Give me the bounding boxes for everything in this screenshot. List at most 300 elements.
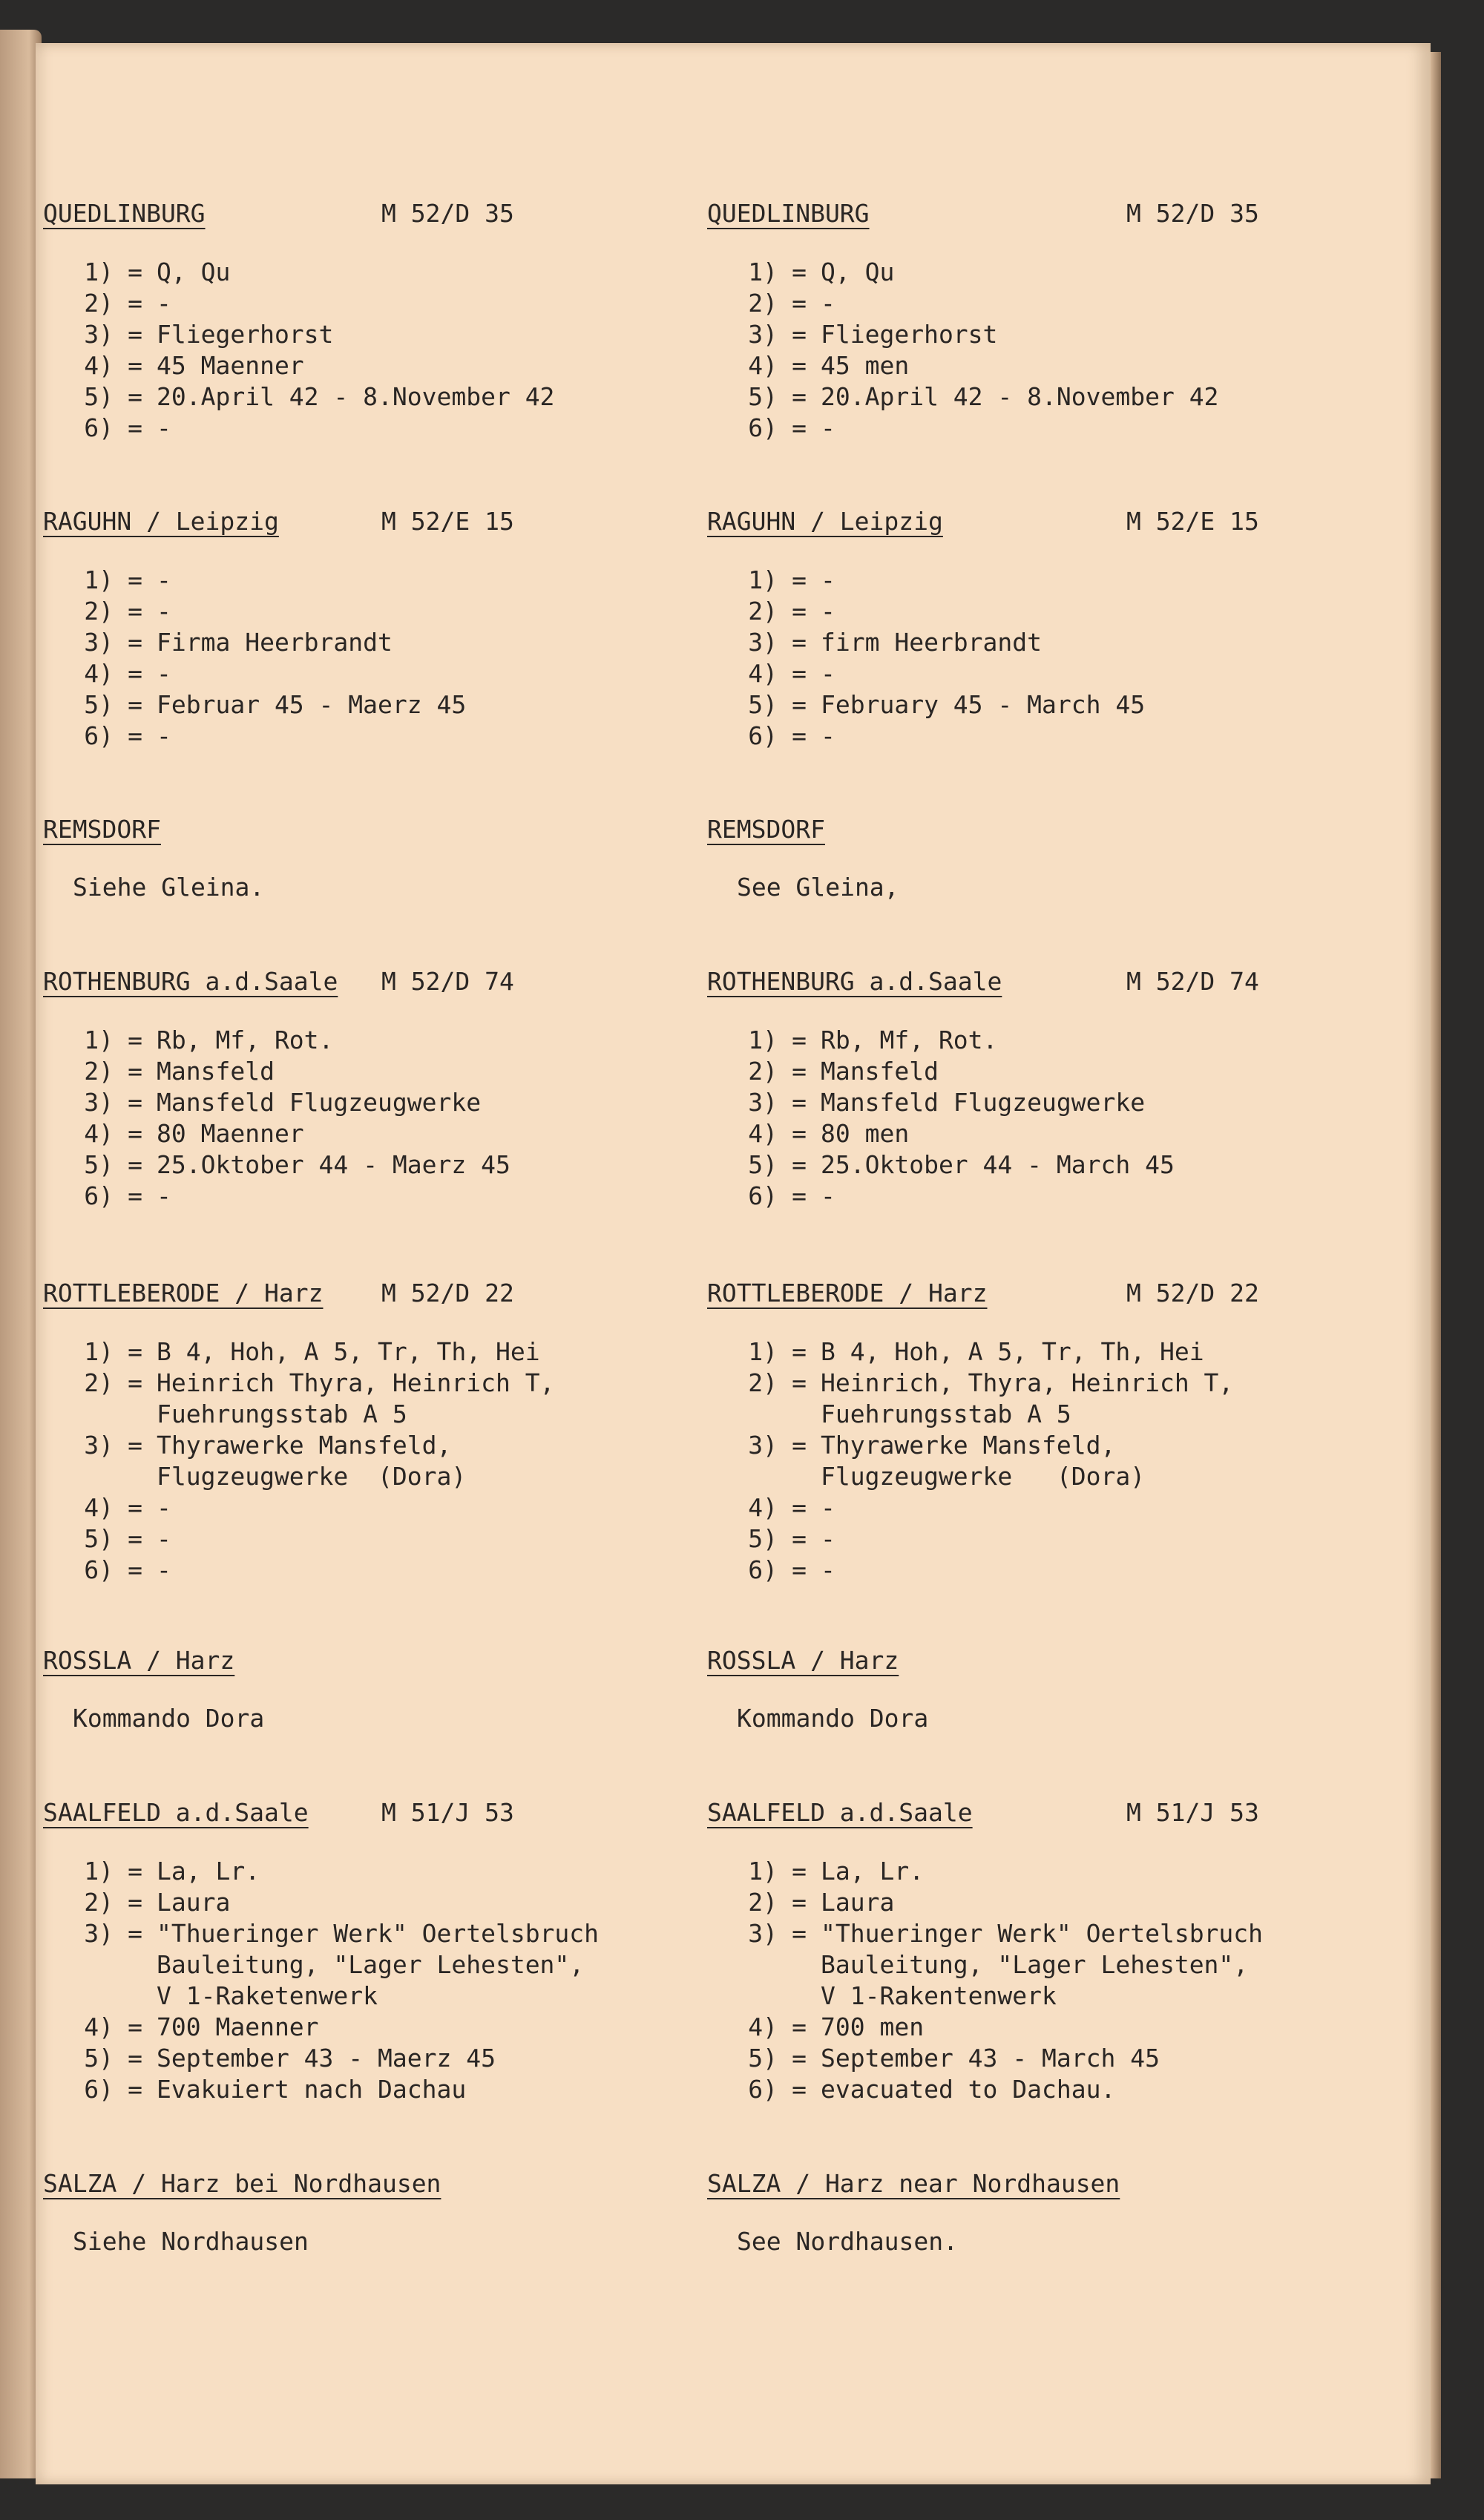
- field-number: 1): [84, 1857, 114, 1886]
- field-value: Evakuiert nach Dachau: [157, 2075, 467, 2104]
- equals-sign: =: [792, 1524, 807, 1553]
- equals-sign: =: [792, 289, 807, 318]
- map-reference: M 52/D 35: [381, 199, 514, 228]
- place-name: RAGUHN / Leipzig: [43, 507, 279, 536]
- equals-sign: =: [128, 2012, 142, 2041]
- entry-heading: [700, 507, 1368, 544]
- field-line: [58, 1949, 599, 1981]
- field-line: [58, 1149, 510, 1181]
- field-number: 5): [748, 382, 778, 411]
- field-value: Laura: [157, 1888, 231, 1917]
- entry-note: Kommando Dora: [73, 1704, 265, 1733]
- equals-sign: =: [792, 1057, 807, 1086]
- equals-sign: =: [792, 1888, 807, 1917]
- page-stack-edge: [1431, 52, 1441, 2478]
- field-line: [58, 1430, 554, 1461]
- field-value: Fuehrungsstab A 5: [157, 1400, 407, 1428]
- field-line: [722, 1399, 1233, 1430]
- field-number: 1): [748, 257, 778, 286]
- equals-sign: =: [792, 1368, 807, 1397]
- equals-sign: =: [128, 690, 142, 719]
- entry-heading: [36, 967, 703, 1004]
- field-line: [58, 1523, 554, 1555]
- field-line: [58, 1399, 554, 1430]
- entry-fields: [58, 1336, 554, 1586]
- equals-sign: [114, 1461, 157, 1492]
- field-number: 2): [748, 597, 778, 626]
- field-number: 1): [84, 257, 114, 286]
- equals-sign: =: [128, 597, 142, 626]
- camp-entry: [36, 1646, 703, 1733]
- camp-entry: [700, 815, 1368, 902]
- field-line: [58, 1887, 599, 1918]
- field-value: 20.April 42 - 8.November 42: [157, 382, 555, 411]
- entry-heading: [700, 199, 1368, 236]
- field-number: [722, 1981, 778, 2012]
- camp-entry: [36, 1279, 703, 1584]
- field-number: 3): [748, 628, 778, 657]
- field-value: "Thueringer Werk" Oertelsbruch: [821, 1919, 1264, 1948]
- entry-heading: [36, 1279, 703, 1316]
- field-number: 4): [748, 1119, 778, 1148]
- field-number: 6): [748, 1181, 778, 1210]
- equals-sign: =: [128, 257, 142, 286]
- equals-sign: =: [128, 1181, 142, 1210]
- equals-sign: =: [128, 2075, 142, 2104]
- field-value: Mansfeld: [821, 1057, 939, 1086]
- equals-sign: =: [792, 1919, 807, 1948]
- field-value: -: [157, 413, 171, 442]
- field-number: 6): [84, 1181, 114, 1210]
- camp-entry: [700, 1279, 1368, 1584]
- field-line: [722, 1430, 1233, 1461]
- field-number: 5): [748, 690, 778, 719]
- field-value: -: [157, 289, 171, 318]
- entry-fields: [58, 565, 466, 752]
- field-value: Mansfeld: [157, 1057, 275, 1086]
- equals-sign: =: [128, 1493, 142, 1522]
- map-reference: M 52/E 15: [1126, 507, 1259, 536]
- field-value: firm Heerbrandt: [821, 628, 1043, 657]
- entry-note: See Gleina,: [737, 873, 899, 902]
- field-number: 6): [84, 413, 114, 442]
- equals-sign: =: [792, 2075, 807, 2104]
- field-line: [722, 1981, 1263, 2012]
- field-value: 25.Oktober 44 - March 45: [821, 1150, 1175, 1179]
- equals-sign: =: [792, 2044, 807, 2073]
- equals-sign: [778, 1981, 821, 2012]
- place-name: QUEDLINBURG: [43, 199, 206, 228]
- field-value: B 4, Hoh, A 5, Tr, Th, Hei: [157, 1337, 540, 1366]
- camp-entry: [700, 199, 1368, 442]
- field-line: [58, 1368, 554, 1399]
- entry-fields: [58, 1856, 599, 2105]
- field-number: 2): [84, 1888, 114, 1917]
- map-reference: M 51/J 53: [1126, 1798, 1259, 1827]
- field-number: 4): [84, 2012, 114, 2041]
- field-number: 2): [84, 1057, 114, 1086]
- field-value: B 4, Hoh, A 5, Tr, Th, Hei: [821, 1337, 1204, 1366]
- field-number: 6): [748, 721, 778, 750]
- field-number: 1): [84, 565, 114, 594]
- field-value: -: [157, 597, 171, 626]
- field-line: [722, 1087, 1175, 1118]
- field-line: [58, 689, 466, 721]
- field-line: [58, 1918, 599, 1949]
- field-line: [722, 288, 1218, 319]
- field-number: 2): [748, 1368, 778, 1397]
- field-number: 3): [84, 1088, 114, 1117]
- field-value: Bauleitung, "Lager Lehesten",: [821, 1950, 1249, 1979]
- entry-heading: [700, 967, 1368, 1004]
- camp-entry: [700, 1646, 1368, 1733]
- field-line: [722, 627, 1145, 658]
- field-line: [722, 319, 1218, 350]
- field-line: [722, 721, 1145, 752]
- field-line: [722, 1149, 1175, 1181]
- field-number: 2): [748, 1057, 778, 1086]
- field-line: [58, 1555, 554, 1586]
- field-number: [58, 1399, 114, 1430]
- camp-entry: [700, 967, 1368, 1210]
- field-number: 1): [748, 1026, 778, 1054]
- equals-sign: =: [128, 721, 142, 750]
- equals-sign: =: [792, 1150, 807, 1179]
- field-number: 2): [84, 1368, 114, 1397]
- field-value: 45 men: [821, 351, 910, 380]
- field-value: -: [157, 1493, 171, 1522]
- field-number: [722, 1949, 778, 1981]
- field-value: evacuated to Dachau.: [821, 2075, 1116, 2104]
- german-column: [36, 43, 703, 2484]
- field-value: Laura: [821, 1888, 895, 1917]
- field-line: [722, 1949, 1263, 1981]
- field-value: Bauleitung, "Lager Lehesten",: [157, 1950, 585, 1979]
- equals-sign: =: [792, 1181, 807, 1210]
- equals-sign: [778, 1949, 821, 1981]
- field-value: -: [821, 1181, 835, 1210]
- field-line: [722, 565, 1145, 596]
- field-line: [722, 257, 1218, 288]
- field-value: Februar 45 - Maerz 45: [157, 690, 467, 719]
- field-value: V 1-Raketenwerk: [157, 1981, 378, 2010]
- field-number: 4): [84, 1493, 114, 1522]
- equals-sign: =: [792, 1431, 807, 1460]
- equals-sign: =: [128, 1026, 142, 1054]
- field-line: [722, 1523, 1233, 1555]
- field-value: -: [821, 721, 835, 750]
- equals-sign: =: [792, 721, 807, 750]
- field-line: [58, 721, 466, 752]
- entry-heading: [36, 507, 703, 544]
- entry-heading: [36, 2169, 703, 2206]
- place-name: RAGUHN / Leipzig: [707, 507, 943, 536]
- entry-fields: [722, 257, 1218, 444]
- field-number: 5): [84, 2044, 114, 2073]
- field-line: [722, 689, 1145, 721]
- equals-sign: =: [128, 289, 142, 318]
- equals-sign: [114, 1399, 157, 1430]
- field-value: Thyrawerke Mansfeld,: [157, 1431, 452, 1460]
- map-reference: M 52/D 22: [1126, 1279, 1259, 1307]
- entry-fields: [58, 1025, 510, 1212]
- place-name: SAALFELD a.d.Saale: [43, 1798, 309, 1827]
- field-value: Rb, Mf, Rot.: [157, 1026, 334, 1054]
- equals-sign: =: [128, 1857, 142, 1886]
- field-number: 2): [84, 289, 114, 318]
- field-line: [58, 350, 554, 381]
- field-number: 1): [748, 565, 778, 594]
- field-number: [722, 1461, 778, 1492]
- field-value: September 43 - Maerz 45: [157, 2044, 496, 2073]
- field-number: 4): [748, 659, 778, 688]
- field-value: Thyrawerke Mansfeld,: [821, 1431, 1116, 1460]
- entry-fields: [58, 257, 554, 444]
- equals-sign: =: [128, 1888, 142, 1917]
- field-line: [722, 1555, 1233, 1586]
- field-number: 4): [84, 659, 114, 688]
- field-value: Mansfeld Flugzeugwerke: [821, 1088, 1146, 1117]
- equals-sign: =: [792, 1026, 807, 1054]
- field-line: [58, 288, 554, 319]
- field-number: 1): [84, 1026, 114, 1054]
- map-reference: M 52/E 15: [381, 507, 514, 536]
- entry-note: Siehe Gleina.: [73, 873, 265, 902]
- equals-sign: =: [792, 1088, 807, 1117]
- field-line: [722, 1181, 1175, 1212]
- equals-sign: =: [792, 320, 807, 349]
- field-line: [722, 1918, 1263, 1949]
- field-line: [722, 1492, 1233, 1523]
- field-line: [722, 1368, 1233, 1399]
- equals-sign: =: [792, 690, 807, 719]
- entry-note: Kommando Dora: [737, 1704, 929, 1733]
- field-line: [58, 2043, 599, 2074]
- camp-entry: [36, 2169, 703, 2256]
- field-number: 1): [748, 1857, 778, 1886]
- field-line: [58, 1087, 510, 1118]
- field-line: [722, 381, 1218, 413]
- equals-sign: =: [128, 2044, 142, 2073]
- field-number: 3): [84, 1919, 114, 1948]
- camp-entry: [36, 1798, 703, 2104]
- equals-sign: =: [128, 382, 142, 411]
- entry-heading: [700, 815, 1368, 852]
- place-name: ROTTLEBERODE / Harz: [43, 1279, 324, 1307]
- map-reference: M 52/D 35: [1126, 199, 1259, 228]
- field-value: -: [821, 659, 835, 688]
- equals-sign: =: [128, 628, 142, 657]
- place-name: REMSDORF: [707, 815, 825, 844]
- field-line: [722, 1336, 1233, 1368]
- field-line: [722, 658, 1145, 689]
- equals-sign: =: [128, 1057, 142, 1086]
- field-value: La, Lr.: [157, 1857, 260, 1886]
- field-value: 20.April 42 - 8.November 42: [821, 382, 1219, 411]
- equals-sign: =: [128, 659, 142, 688]
- field-number: 2): [748, 289, 778, 318]
- field-line: [58, 1856, 599, 1887]
- camp-entry: [700, 507, 1368, 750]
- equals-sign: =: [128, 1368, 142, 1397]
- field-number: 6): [84, 721, 114, 750]
- place-name: SALZA / Harz bei Nordhausen: [43, 2169, 441, 2198]
- field-line: [58, 1118, 510, 1149]
- field-number: 3): [84, 1431, 114, 1460]
- equals-sign: [114, 1949, 157, 1981]
- field-line: [58, 2074, 599, 2105]
- field-value: Mansfeld Flugzeugwerke: [157, 1088, 482, 1117]
- place-name: ROTHENBURG a.d.Saale: [43, 967, 338, 996]
- field-number: 6): [748, 1555, 778, 1584]
- field-line: [722, 596, 1145, 627]
- field-line: [58, 1056, 510, 1087]
- field-line: [58, 2012, 599, 2043]
- field-line: [58, 413, 554, 444]
- field-number: 4): [748, 1493, 778, 1522]
- equals-sign: =: [128, 1524, 142, 1553]
- field-line: [58, 1336, 554, 1368]
- field-number: 5): [748, 1524, 778, 1553]
- field-line: [58, 1181, 510, 1212]
- place-name: SAALFELD a.d.Saale: [707, 1798, 973, 1827]
- camp-entry: [36, 507, 703, 750]
- entry-fields: [722, 1025, 1175, 1212]
- place-name: ROSSLA / Harz: [707, 1646, 899, 1675]
- field-value: -: [821, 1524, 835, 1553]
- entry-heading: [36, 1646, 703, 1683]
- equals-sign: =: [792, 1337, 807, 1366]
- field-line: [722, 1025, 1175, 1056]
- equals-sign: =: [792, 565, 807, 594]
- field-number: 5): [84, 1150, 114, 1179]
- field-number: 5): [748, 2044, 778, 2073]
- field-value: Heinrich, Thyra, Heinrich T,: [821, 1368, 1234, 1397]
- entry-heading: [700, 1279, 1368, 1316]
- field-value: -: [821, 1555, 835, 1584]
- equals-sign: =: [792, 382, 807, 411]
- field-number: 6): [84, 2075, 114, 2104]
- field-line: [58, 1981, 599, 2012]
- equals-sign: =: [128, 1555, 142, 1584]
- field-value: -: [821, 1493, 835, 1522]
- entry-note: See Nordhausen.: [737, 2227, 959, 2256]
- field-number: 2): [84, 597, 114, 626]
- equals-sign: =: [128, 1431, 142, 1460]
- equals-sign: =: [128, 320, 142, 349]
- field-number: 3): [748, 320, 778, 349]
- field-number: 3): [84, 320, 114, 349]
- field-number: 1): [84, 1337, 114, 1366]
- field-line: [58, 627, 466, 658]
- field-line: [58, 1461, 554, 1492]
- entry-heading: [36, 199, 703, 236]
- field-number: 6): [84, 1555, 114, 1584]
- field-value: 45 Maenner: [157, 351, 304, 380]
- place-name: SALZA / Harz near Nordhausen: [707, 2169, 1120, 2198]
- field-number: 4): [748, 351, 778, 380]
- field-number: 3): [748, 1088, 778, 1117]
- entry-heading: [36, 1798, 703, 1835]
- field-value: Fliegerhorst: [821, 320, 998, 349]
- place-name: QUEDLINBURG: [707, 199, 870, 228]
- field-value: 25.Oktober 44 - Maerz 45: [157, 1150, 510, 1179]
- field-value: Fliegerhorst: [157, 320, 334, 349]
- place-name: REMSDORF: [43, 815, 161, 844]
- field-line: [58, 381, 554, 413]
- field-value: 80 Maenner: [157, 1119, 304, 1148]
- equals-sign: =: [128, 1088, 142, 1117]
- field-line: [58, 596, 466, 627]
- entry-fields: [722, 1856, 1263, 2105]
- field-value: 80 men: [821, 1119, 910, 1148]
- field-line: [58, 257, 554, 288]
- equals-sign: =: [128, 1337, 142, 1366]
- equals-sign: =: [792, 659, 807, 688]
- equals-sign: =: [792, 351, 807, 380]
- field-value: V 1-Rakentenwerk: [821, 1981, 1057, 2010]
- field-number: 4): [84, 1119, 114, 1148]
- field-number: 6): [748, 413, 778, 442]
- field-value: -: [157, 1555, 171, 1584]
- entry-fields: [722, 565, 1145, 752]
- field-value: Q, Qu: [821, 257, 895, 286]
- equals-sign: =: [128, 1150, 142, 1179]
- map-reference: M 51/J 53: [381, 1798, 514, 1827]
- field-line: [722, 2012, 1263, 2043]
- field-number: [58, 1949, 114, 1981]
- camp-entry: [36, 199, 703, 442]
- field-line: [58, 319, 554, 350]
- field-value: -: [821, 289, 835, 318]
- entry-note: Siehe Nordhausen: [73, 2227, 309, 2256]
- entry-fields: [722, 1336, 1233, 1586]
- field-number: 6): [748, 2075, 778, 2104]
- field-line: [722, 1461, 1233, 1492]
- map-reference: M 52/D 22: [381, 1279, 514, 1307]
- equals-sign: =: [792, 413, 807, 442]
- equals-sign: [114, 1981, 157, 2012]
- place-name: ROSSLA / Harz: [43, 1646, 235, 1675]
- field-number: 2): [748, 1888, 778, 1917]
- field-value: -: [157, 1181, 171, 1210]
- field-value: Q, Qu: [157, 257, 231, 286]
- camp-entry: [36, 967, 703, 1210]
- field-value: -: [821, 565, 835, 594]
- field-value: -: [157, 721, 171, 750]
- camp-entry: [700, 2169, 1368, 2256]
- field-value: -: [821, 413, 835, 442]
- camp-entry: [36, 815, 703, 902]
- field-number: 4): [748, 2012, 778, 2041]
- field-number: [58, 1981, 114, 2012]
- equals-sign: =: [792, 1493, 807, 1522]
- field-line: [722, 350, 1218, 381]
- field-value: Heinrich Thyra, Heinrich T,: [157, 1368, 555, 1397]
- entry-heading: [700, 2169, 1368, 2206]
- field-line: [58, 1492, 554, 1523]
- field-number: 4): [84, 351, 114, 380]
- field-line: [58, 1025, 510, 1056]
- field-number: 5): [84, 382, 114, 411]
- field-number: 3): [748, 1431, 778, 1460]
- equals-sign: =: [128, 565, 142, 594]
- equals-sign: =: [792, 628, 807, 657]
- field-value: -: [821, 597, 835, 626]
- field-number: [58, 1461, 114, 1492]
- field-value: -: [157, 565, 171, 594]
- document-page: [36, 43, 1431, 2484]
